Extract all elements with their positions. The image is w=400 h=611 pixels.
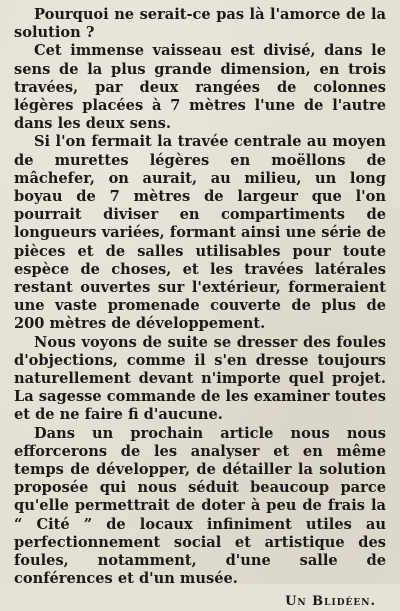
article-paragraph-3: Si l'on fermait la travée centrale au moyen de murettes légères en moëllons de mâchefer, on aurait, au milieu, un long boyau de 7 mètres de largeur que l'on pourrait diviser en compartiments de longueurs variées, formant ainsi une série de pièces et de salles utilisables pour toute espèce de choses, et les travées latérales restant ouvertes sur l'extérieur, formeraient une vaste promenade couverte de plus de 200 mètres de développement. [14,133,386,333]
article-paragraph-2: Cet immense vaisseau est divisé, dans le sens de la plus grande dimension, en trois travées, par deux rangées de colonnes légères placées à 7 mètres l'une de l'autre dans les deux sens. [14,42,386,133]
article-signature: Un Blidéen. [285,593,376,609]
article-paragraph-5: Dans un prochain article nous nous efforcerons de les analyser et en même temps de développer, de détailler la solution proposée qui nous séduit beaucoup parce qu'elle permettrait de doter à peu de frais la “ Cité ” de locaux infiniment utiles au perfectionnement social et artistique des foules, notamment, d'une salle de conférences et d'un musée. [14,424,386,588]
article-paragraph-1: Pourquoi ne serait-ce pas là l'amorce de la solution ? [14,6,386,42]
article-paragraph-4: Nous voyons de suite se dresser des foules d'objections, comme il s'en dresse toujours naturellement devant n'importe quel projet. La sagesse commande de les examiner toutes et de ne faire fi d'aucune. [14,333,387,424]
